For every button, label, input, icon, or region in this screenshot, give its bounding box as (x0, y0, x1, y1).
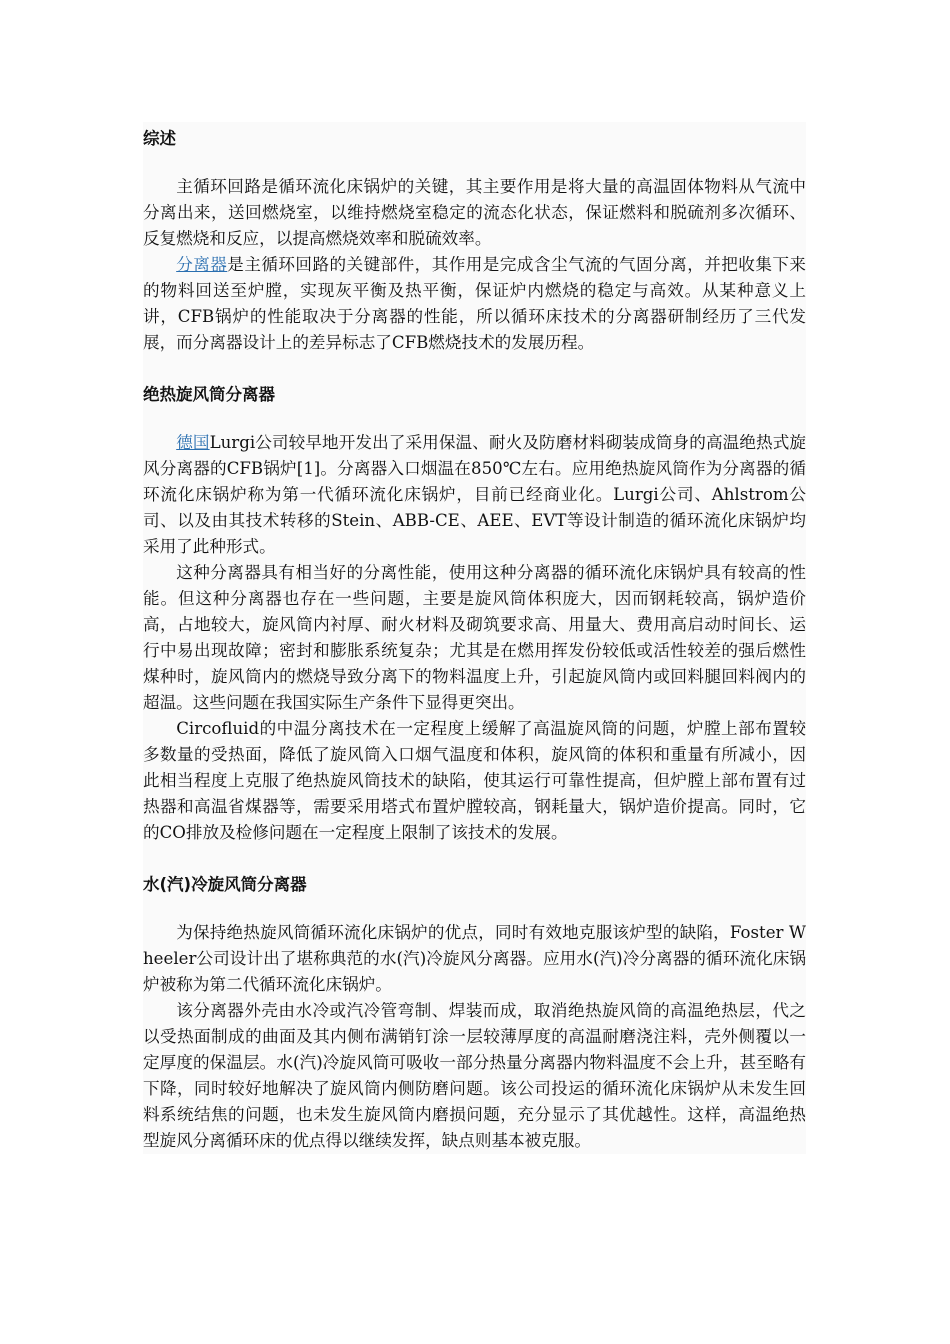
paragraph-text: 该分离器外壳由水冷或汽冷管弯制、焊装而成，取消绝热旋风筒的高温绝热层，代之以受热面制成的曲面及其内侧布满销钉涂一层较薄厚度的高温耐磨浇注料，壳外侧覆以一定厚度的保温层。水(汽)冷旋风筒可吸收一部分热量分离器内物料温度不会上升，甚至略有下降，同时较好地解决了旋风筒内侧防磨问题。该公司投运的循环流化床锅炉从未发生回料系统结焦的问题，也未发生旋风筒内磨损问题，充分显示了其优越性。这样，高温绝热型旋风分离循环床的优点得以继续发挥，缺点则基本被克服。 (143, 1001, 806, 1150)
spacer (143, 846, 806, 868)
paragraph-text: 是主循环回路的关键部件，其作用是完成含尘气流的气固分离，并把收集下来的物料回送至炉膛，实现灰平衡及热平衡，保证炉内燃烧的稳定与高效。从某种意义上讲，CFB锅炉的性能取决于分离器的性能，所以循环床技术的分离器研制经历了三代发展，而分离器设计上的差异标志了CFB燃烧技术的发展历程。 (143, 255, 807, 352)
spacer (143, 152, 806, 174)
paragraph (143, 998, 806, 1154)
link-separator[interactable]: 分离器 (176, 255, 228, 274)
paragraph (143, 716, 806, 846)
spacer (143, 408, 806, 430)
paragraph (143, 174, 806, 252)
paragraph-text: 这种分离器具有相当好的分离性能，使用这种分离器的循环流化床锅炉具有较高的性能。但这种分离器也存在一些问题，主要是旋风筒体积庞大，因而钢耗较高，锅炉造价高，占地较大，旋风筒内衬厚、耐火材料及砌筑要求高、用量大、费用高启动时间长、运行中易出现故障；密封和膨胀系统复杂；尤其是在燃用挥发份较低或活性较差的强后燃性煤种时，旋风筒内的燃烧导致分离下的物料温度上升，引起旋风筒内或回料腿回料阀内的超温。这些问题在我国实际生产条件下显得更突出。 (143, 563, 806, 712)
paragraph-text: 为保持绝热旋风筒循环流化床锅炉的优点，同时有效地克服该炉型的缺陷，Foster Wheeler公司设计出了堪称典范的水(汽)冷旋风分离器。应用水(汽)冷分离器的循环流化床锅炉被称为第二代循环流化床锅炉。 (143, 923, 806, 994)
spacer (143, 356, 806, 378)
paragraph-text: Circofluid的中温分离技术在一定程度上缓解了高温旋风筒的问题，炉膛上部布置较多数量的受热面，降低了旋风筒入口烟气温度和体积，旋风筒的体积和重量有所减小，因此相当程度上克服了绝热旋风筒技术的缺陷，使其运行可靠性提高，但炉膛上部布置有过热器和高温省煤器等，需要采用塔式布置炉膛较高，钢耗量大，锅炉造价提高。同时，它的CO排放及检修问题在一定程度上限制了该技术的发展。 (143, 719, 806, 842)
section-heading-overview: 综述 (143, 129, 176, 148)
paragraph-text: Lurgi公司较早地开发出了采用保温、耐火及防磨材料砌装成筒身的高温绝热式旋风分离器的CFB锅炉[1]。分离器入口烟温在850℃左右。应用绝热旋风筒作为分离器的循环流化床锅炉称为第一代循环流化床锅炉，目前已经商业化。Lurgi公司、Ahlstrom公司、以及由其技术转移的Stein、ABB-CE、AEE、EVT等设计制造的循环流化床锅炉均采用了此种形式。 (143, 433, 806, 556)
paragraph (143, 920, 806, 998)
paragraph-text: 主循环回路是循环流化床锅炉的关键，其主要作用是将大量的高温固体物料从气流中分离出来，送回燃烧室，以维持燃烧室稳定的流态化状态，保证燃料和脱硫剂多次循环、反复燃烧和反应，以提高燃烧效率和脱硫效率。 (143, 177, 806, 248)
paragraph (143, 430, 806, 560)
spacer (143, 898, 806, 920)
link-germany[interactable]: 德国 (176, 433, 210, 452)
paragraph (143, 252, 806, 356)
section-heading-water-cooled-cyclone: 水(汽)冷旋风筒分离器 (143, 875, 307, 894)
paragraph (143, 560, 806, 716)
section-heading-insulated-cyclone: 绝热旋风筒分离器 (143, 385, 275, 404)
document-body (143, 122, 806, 1154)
